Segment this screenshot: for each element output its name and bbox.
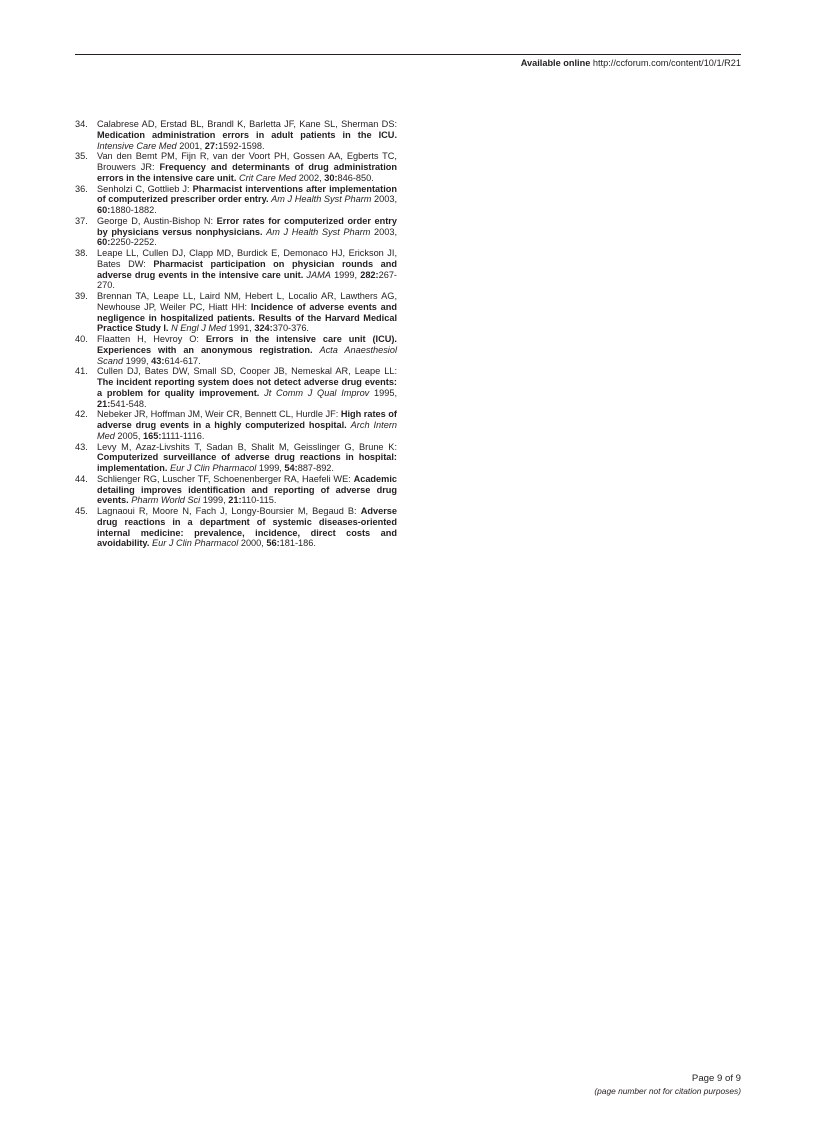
reference-authors: Leape LL, Cullen DJ, Clapp MD, Burdick E, Demonaco HJ, Erickson JI, Bates DW:	[97, 248, 397, 269]
reference-journal: Acta Anaesthesiol Scand	[97, 344, 397, 366]
reference-pages: 181-186.	[279, 538, 316, 549]
reference-journal: Am J Health Syst Pharm	[266, 226, 371, 237]
reference-pages: 614-617.	[164, 355, 201, 366]
reference-volume: 60:	[97, 237, 111, 248]
reference-title: Computerized surveillance of adverse drug reactions in hospital: implementation.	[97, 452, 397, 473]
reference-title: Error rates for computerized order entry by physicians versus nonphysicians.	[97, 215, 397, 237]
reference-number: 39.	[75, 291, 88, 301]
reference-title: Adverse drug reactions in a department of systemic diseases-oriented internal medicine: prevalence, incidence, direct costs and avoidability.	[97, 506, 397, 549]
reference-year: 1999,	[330, 269, 361, 280]
reference-title: Errors in the intensive care unit (ICU). Experiences with an anonymous registration.	[97, 334, 397, 355]
reference-item	[75, 366, 397, 409]
reference-volume: 60:	[97, 205, 111, 215]
page-number-note: (page number not for citation purposes)	[594, 1086, 741, 1096]
page-footer	[594, 1072, 741, 1097]
reference-number: 34.	[75, 119, 88, 129]
reference-volume: 54:	[284, 463, 298, 473]
reference-year: 1999,	[200, 495, 229, 506]
header-label: Available online	[520, 58, 591, 68]
reference-list	[75, 119, 397, 549]
reference-authors: George D, Austin-Bishop N:	[97, 215, 217, 226]
reference-journal: N Engl J Med	[171, 323, 227, 334]
reference-volume: 56:	[266, 538, 280, 549]
reference-journal: JAMA	[306, 269, 331, 280]
page-number: Page 9 of 9	[691, 1073, 741, 1084]
reference-authors: Van den Bemt PM, Fijn R, van der Voort PH, Gossen AA, Egberts TC, Brouwers JR:	[97, 151, 397, 172]
reference-authors: Lagnaoui R, Moore N, Fach J, Longy-Boursier M, Begaud B:	[97, 506, 361, 516]
reference-number: 41.	[75, 366, 88, 377]
reference-item	[75, 409, 397, 441]
reference-year: 2003,	[370, 226, 397, 237]
reference-volume: 282:	[360, 269, 379, 280]
reference-pages: 887-892.	[297, 463, 334, 473]
reference-journal: Eur J Clin Pharmacol	[170, 463, 257, 473]
reference-authors: Cullen DJ, Bates DW, Small SD, Cooper JB, Nemeskal AR, Leape LL:	[97, 366, 397, 377]
reference-journal: Intensive Care Med	[97, 140, 177, 151]
reference-number: 40.	[75, 334, 88, 344]
reference-journal: Arch Intern Med	[97, 420, 398, 441]
reference-year: 1995,	[369, 387, 397, 398]
reference-journal: Crit Care Med	[238, 172, 297, 183]
reference-item	[75, 334, 397, 366]
reference-item	[75, 291, 397, 334]
reference-pages: 267-270.	[97, 269, 397, 291]
reference-pages: 846-850.	[337, 172, 374, 183]
reference-volume: 43:	[151, 355, 165, 366]
reference-title: Frequency and determinants of drug administration errors in the intensive care unit.	[97, 162, 397, 183]
reference-journal: Jt Comm J Qual Improv	[264, 387, 370, 398]
reference-number: 45.	[75, 506, 88, 516]
reference-year: 2001,	[176, 140, 205, 151]
reference-title: The incident reporting system does not detect adverse drug events: a problem for quality improvement.	[97, 377, 397, 398]
reference-title: Academic detailing improves identification and reporting of adverse drug events.	[97, 473, 397, 506]
reference-year: 2000,	[238, 538, 267, 549]
reference-volume: 30:	[324, 172, 338, 183]
reference-pages: 541-548.	[110, 398, 147, 409]
reference-pages: 1880-1882.	[110, 205, 157, 215]
reference-year: 2002,	[296, 172, 325, 183]
header-rule	[75, 54, 741, 55]
reference-journal: Am J Health Syst Pharm	[271, 194, 372, 205]
reference-number: 38.	[75, 248, 88, 258]
reference-number: 43.	[75, 441, 88, 452]
reference-authors: Brennan TA, Leape LL, Laird NM, Hebert L, Localio AR, Lawthers AG, Newhouse JP, Weiler PC, Hiatt HH:	[97, 291, 397, 312]
reference-item	[75, 474, 397, 506]
reference-number: 36.	[75, 183, 88, 194]
page-header	[521, 57, 741, 69]
reference-year: 1999,	[256, 463, 285, 473]
reference-title: Incidence of adverse events and negligence in hospitalized patients. Results of the Harvard Medical Practice Study I.	[97, 301, 397, 334]
reference-title: Medication administration errors in adult patients in the ICU.	[97, 129, 397, 140]
reference-year: 2003,	[371, 194, 398, 205]
reference-pages: 110-115.	[241, 495, 277, 506]
reference-pages: 1592-1598.	[218, 140, 265, 151]
reference-year: 2005,	[114, 430, 143, 441]
reference-authors: Senholzi C, Gottlieb J:	[97, 183, 193, 194]
reference-item	[75, 119, 397, 151]
reference-title: Pharmacist interventions after implementation of computerized prescriber order entry.	[97, 183, 397, 205]
reference-item	[75, 184, 397, 216]
reference-pages: 370-376.	[272, 323, 309, 334]
reference-volume: 324:	[254, 323, 273, 334]
reference-volume: 165:	[142, 430, 162, 441]
reference-number: 37.	[75, 215, 88, 226]
reference-year: 1991,	[226, 323, 255, 334]
reference-volume: 21:	[97, 398, 111, 409]
reference-authors: Nebeker JR, Hoffman JM, Weir CR, Bennett CL, Hurdle JF:	[97, 409, 341, 420]
reference-number: 35.	[75, 151, 88, 162]
reference-authors: Schlienger RG, Luscher TF, Schoenenberger RA, Haefeli WE:	[97, 473, 354, 484]
reference-title: High rates of adverse drug events in a highly computerized hospital.	[97, 409, 397, 430]
reference-item	[75, 506, 397, 549]
reference-item	[75, 442, 397, 474]
reference-volume: 21:	[228, 495, 242, 506]
reference-item	[75, 216, 397, 248]
reference-title: Pharmacist participation on physician rounds and adverse drug events in the intensive care unit.	[97, 258, 398, 280]
reference-number: 42.	[75, 409, 88, 420]
reference-year: 1999,	[123, 355, 152, 366]
reference-item	[75, 151, 397, 183]
header-url[interactable]: http://ccforum.com/content/10/1/R21	[592, 58, 741, 68]
reference-volume: 27:	[204, 140, 219, 151]
reference-item	[75, 248, 397, 291]
reference-number: 44.	[75, 473, 88, 484]
reference-pages: 2250-2252.	[110, 237, 157, 248]
reference-authors: Levy M, Azaz-Livshits T, Sadan B, Shalit M, Geisslinger G, Brune K:	[97, 441, 397, 452]
reference-authors: Calabrese AD, Erstad BL, Brandl K, Barletta JF, Kane SL, Sherman DS:	[97, 119, 397, 129]
reference-journal: Eur J Clin Pharmacol	[151, 538, 239, 549]
reference-pages: 1111-1116.	[161, 430, 205, 441]
reference-authors: Flaatten H, Hevroy O:	[97, 334, 206, 344]
reference-journal: Pharm World Sci	[131, 495, 201, 506]
